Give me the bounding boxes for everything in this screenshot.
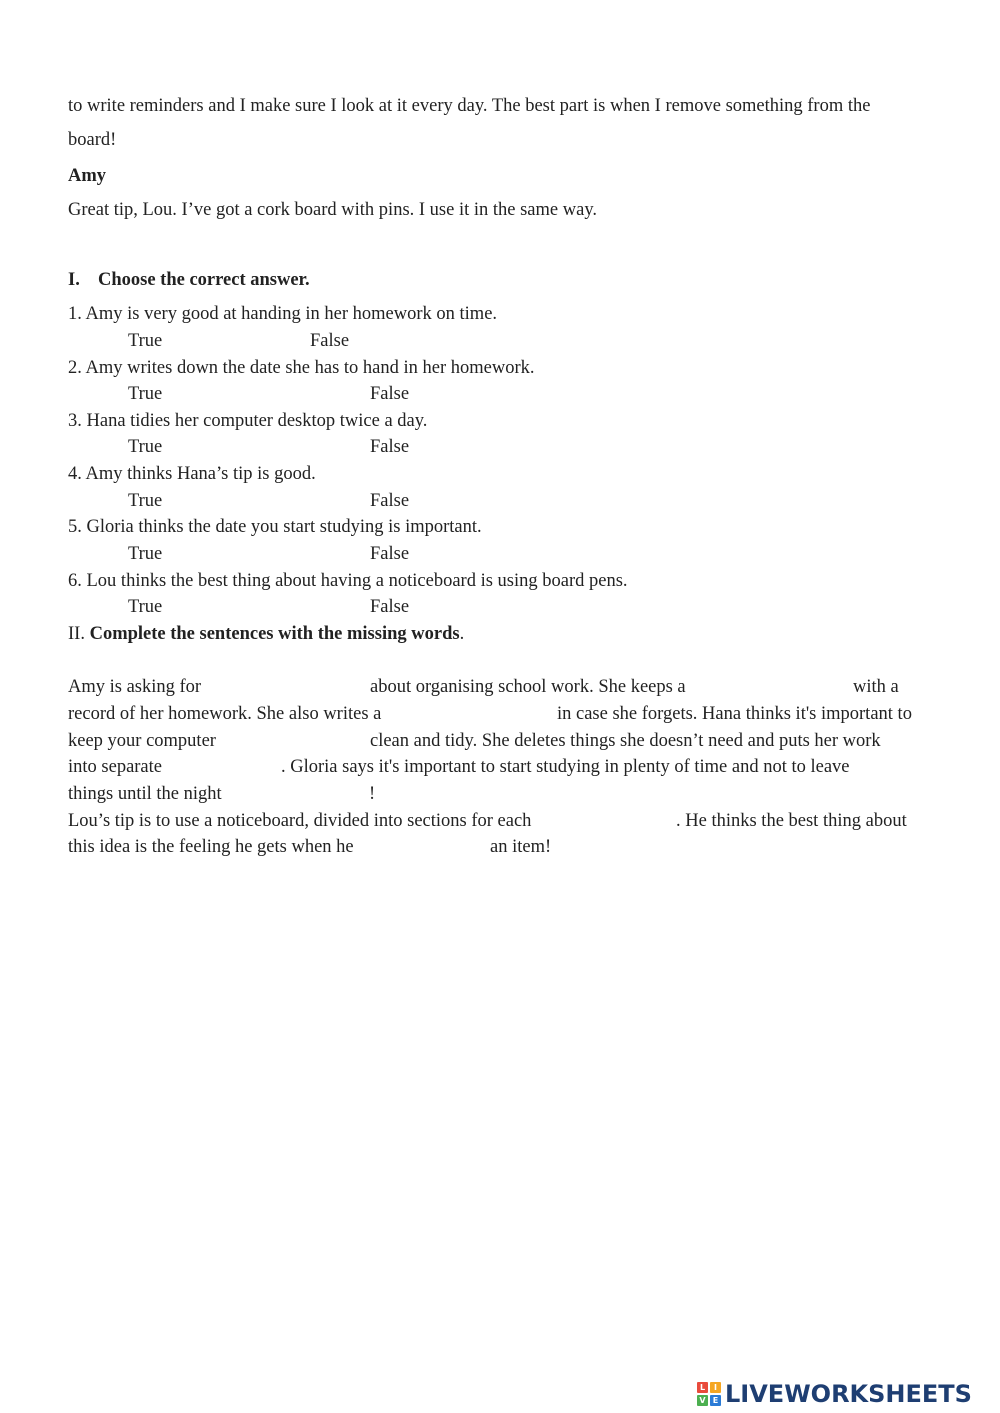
question-text: 6. Lou thinks the best thing about having a noticeboard is using board pens. — [68, 571, 628, 591]
question-text: 1. Amy is very good at handing in her homework on time. — [68, 304, 498, 324]
section-numeral: I. — [68, 270, 80, 290]
true-option[interactable]: True — [128, 384, 163, 404]
heading-period: . — [459, 624, 465, 644]
text-fragment: Lou’s tip is to use a noticeboard, divided into sections for each — [68, 811, 532, 831]
logo-text: LIVEWORKSHEETS — [725, 1380, 972, 1408]
false-option[interactable]: False — [370, 597, 410, 617]
question-text: 5. Gloria thinks the date you start studying is important. — [68, 517, 482, 537]
section-2-heading — [68, 624, 464, 645]
true-option[interactable]: True — [128, 597, 163, 617]
text-fragment: with a — [853, 677, 899, 697]
question-text: 4. Amy thinks Hana’s tip is good. — [68, 464, 316, 484]
true-option[interactable]: True — [128, 544, 163, 564]
text-fragment: clean and tidy. She deletes things she doesn’t need and puts her work — [370, 731, 881, 751]
logo-cubes-icon — [697, 1382, 721, 1406]
section-numeral: II. — [68, 624, 85, 644]
section-title: Choose the correct answer. — [98, 270, 310, 290]
speaker-name: Amy — [68, 166, 107, 186]
text-fragment: into separate — [68, 757, 162, 777]
false-option[interactable]: False — [370, 384, 410, 404]
logo-cube: I — [710, 1382, 721, 1393]
text-fragment: . Gloria says it's important to start studying in plenty of time and not to leave — [281, 757, 850, 777]
liveworksheets-logo — [697, 1378, 972, 1410]
text-fragment: Amy is asking for — [68, 677, 202, 697]
answer-blank-7[interactable] — [578, 811, 672, 833]
text-fragment: things until the night — [68, 784, 222, 804]
text-fragment: ! — [369, 784, 376, 804]
text-fragment: an item! — [490, 837, 552, 857]
section-title: Complete the sentences with the missing words — [89, 624, 460, 644]
answer-blank-3[interactable] — [414, 704, 552, 726]
answer-blank-8[interactable] — [384, 837, 486, 859]
text-fragment: in case she forgets. Hana thinks it's important to — [557, 704, 912, 724]
answer-blank-2[interactable] — [720, 677, 848, 699]
true-option[interactable]: True — [128, 437, 163, 457]
false-option[interactable]: False — [370, 491, 410, 511]
answer-blank-5[interactable] — [176, 757, 278, 779]
logo-cube: V — [697, 1395, 708, 1406]
passage-line: Great tip, Lou. I’ve got a cork board with pins. I use it in the same way. — [68, 200, 597, 220]
text-fragment: . He thinks the best thing about — [676, 811, 907, 831]
true-option[interactable]: True — [128, 491, 163, 511]
false-option[interactable]: False — [370, 437, 410, 457]
answer-blank-1[interactable] — [218, 677, 364, 699]
passage-line: to write reminders and I make sure I look at it every day. The best part is when I remove something from the — [68, 96, 871, 116]
false-option[interactable]: False — [370, 544, 410, 564]
text-fragment: keep your computer — [68, 731, 216, 751]
question-text: 2. Amy writes down the date she has to hand in her homework. — [68, 358, 535, 378]
logo-cube: L — [697, 1382, 708, 1393]
question-text: 3. Hana tidies her computer desktop twice a day. — [68, 411, 428, 431]
text-fragment: record of her homework. She also writes a — [68, 704, 382, 724]
text-fragment: this idea is the feeling he gets when he — [68, 837, 354, 857]
true-option[interactable]: True — [128, 331, 163, 351]
passage-line: board! — [68, 130, 117, 150]
logo-cube: E — [710, 1395, 721, 1406]
false-option[interactable]: False — [310, 331, 350, 351]
answer-blank-4[interactable] — [234, 731, 364, 753]
text-fragment: about organising school work. She keeps a — [370, 677, 686, 697]
answer-blank-6[interactable] — [240, 784, 366, 806]
